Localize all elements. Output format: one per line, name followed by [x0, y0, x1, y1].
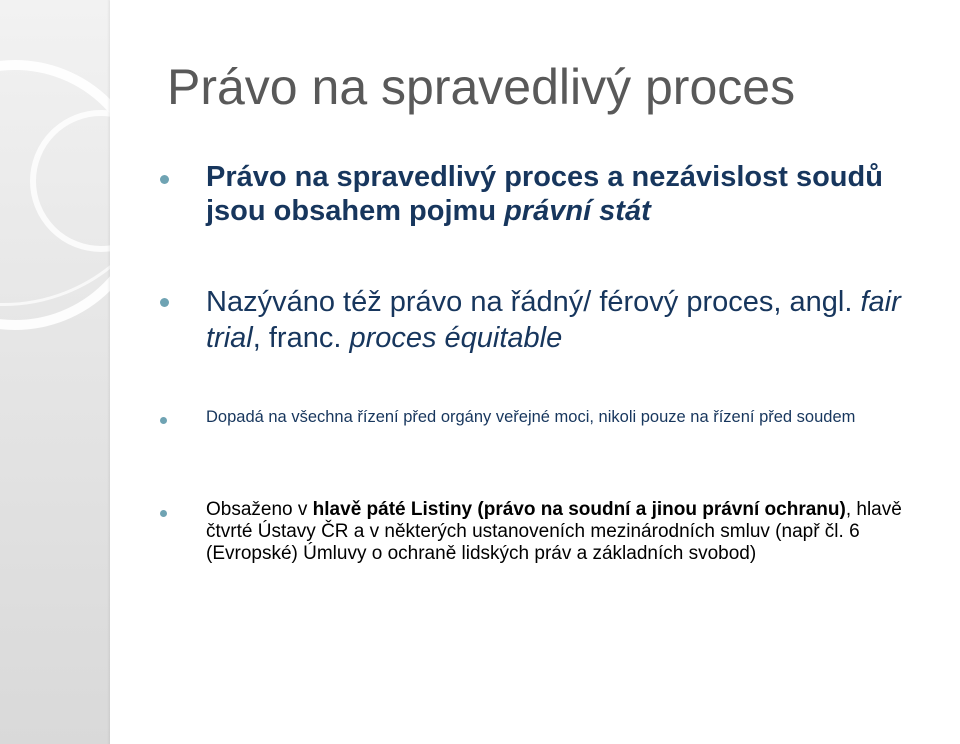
bullet-text-italic: fair trial	[206, 286, 901, 354]
bullet-text-part: Nazýváno též právo na řádný/ férový proces, angl.	[206, 286, 861, 318]
bullet-text-bold: hlavě páté Listiny (právo na soudní a jinou právní ochranu)	[312, 499, 846, 520]
bullet-dot-icon	[160, 298, 169, 307]
slide-title: Právo na spravedlivý proces	[167, 59, 796, 115]
bullet-text-italic: právní stát	[504, 195, 651, 227]
bullet-text	[206, 499, 950, 565]
bullet-text	[206, 160, 950, 228]
bullet-dot-icon	[160, 417, 167, 424]
bullet-text-part: , hlavě čtvrté Ústavy ČR a v některých ustanoveních mezinárodních smluv (např čl. 6 (Evropské) Úmluvy o ochraně lidských práv a základních svobod)	[206, 499, 902, 564]
bullet-dot-icon	[160, 175, 169, 184]
bullet-text-italic: proces équitable	[349, 322, 563, 354]
bullet-dot-icon	[160, 510, 167, 517]
bullet-text-part: , franc.	[252, 322, 350, 354]
bullet-text-part: Právo na spravedlivý proces a nezávislost soudů jsou obsahem pojmu	[206, 161, 883, 227]
bullet-text	[206, 284, 950, 356]
decorative-side-band	[0, 0, 110, 744]
bullet-text: Dopadá na všechna řízení před orgány veřejné moci, nikoli pouze na řízení před soudem	[206, 408, 856, 426]
bullet-text-part: Obsaženo v	[206, 499, 313, 520]
